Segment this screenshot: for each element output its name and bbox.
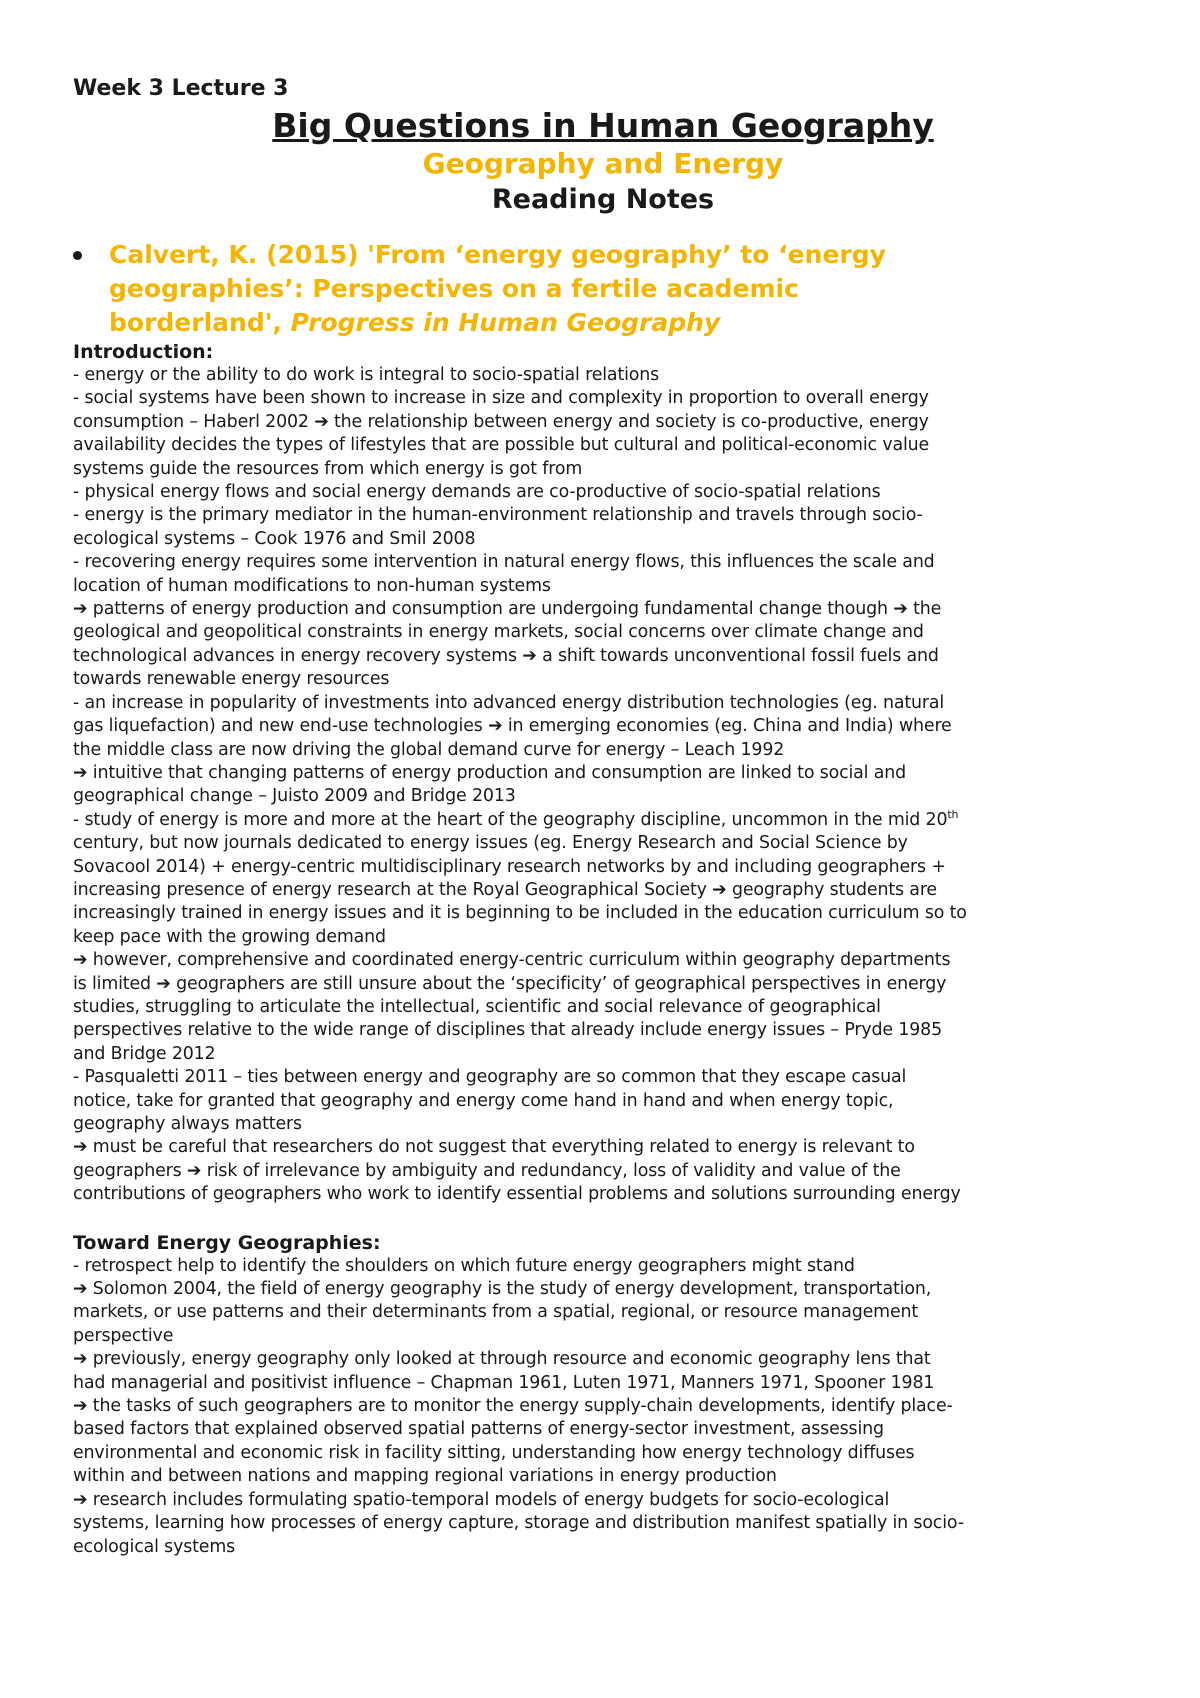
text-line: - physical energy flows and social energy demands are co-productive of socio-spatial relations [73, 482, 881, 503]
text-span: - study of energy is more and more at the heart of the geography discipline, uncommon in the mid 20 [73, 809, 948, 830]
text-line: consumption – Haberl 2002 ➔ the relationship between energy and society is co-productive, energy [73, 411, 929, 432]
text-line: contributions of geographers who work to identify essential problems and solutions surrounding energy [73, 1184, 961, 1205]
introduction-body [73, 364, 1133, 1207]
lecture-label: Week 3 Lecture 3 [73, 76, 289, 101]
document-title: Big Questions in Human Geography [272, 106, 934, 145]
text-line: ➔ the tasks of such geographers are to monitor the energy supply-chain developments, identify place- [73, 1396, 953, 1417]
text-line: - energy or the ability to do work is integral to socio-spatial relations [73, 365, 660, 385]
text-line: ecological systems – Cook 1976 and Smil 2008 [73, 528, 476, 549]
text-line: - retrospect help to identify the shoulders on which future energy geographers might stand [73, 1255, 855, 1276]
text-line: ➔ however, comprehensive and coordinated energy-centric curriculum within geography departments [73, 950, 951, 971]
text-line: - energy is the primary mediator in the human-environment relationship and travels through socio- [73, 505, 923, 526]
text-line: perspectives relative to the wide range of disciplines that already include energy issues – Pryde 1985 [73, 1020, 943, 1041]
text-line [73, 809, 1133, 832]
text-line: systems, learning how processes of energy capture, storage and distribution manifest spatially in socio- [73, 1513, 964, 1534]
citation-line [109, 306, 1133, 340]
text-line: perspective [73, 1325, 174, 1346]
text-line: geological and geopolitical constraints in energy markets, social concerns over climate change and [73, 622, 924, 643]
text-line: geographical change – Juisto 2009 and Bridge 2013 [73, 786, 516, 807]
text-line: environmental and economic risk in facility sitting, understanding how energy technology diffuses [73, 1442, 915, 1463]
citation-text: borderland', [109, 308, 291, 337]
section-heading-toward-energy-geographies: Toward Energy Geographies: [73, 1231, 381, 1254]
text-line: ➔ research includes formulating spatio-temporal models of energy budgets for socio-ecological [73, 1489, 890, 1510]
text-line: had managerial and positivist influence – Chapman 1961, Luten 1971, Manners 1971, Spooner 1981 [73, 1372, 935, 1393]
text-line: - an increase in popularity of investments into advanced energy distribution technologies (eg. natural [73, 692, 945, 713]
text-line: gas liquefaction) and new end-use technologies ➔ in emerging economies (eg. China and India) where [73, 716, 952, 737]
text-line: systems guide the resources from which energy is got from [73, 458, 583, 479]
toward-energy-geographies-body [73, 1255, 1133, 1559]
bullet-icon [73, 251, 82, 260]
citation-line: Calvert, K. (2015) 'From ‘energy geography’ to ‘energy [109, 240, 886, 269]
text-line: ➔ intuitive that changing patterns of energy production and consumption are linked to social and [73, 762, 907, 783]
text-line: ecological systems [73, 1536, 236, 1557]
superscript: th [947, 807, 959, 821]
text-line: increasingly trained in energy issues and it is beginning to be included in the education curriculum so to [73, 903, 967, 924]
text-line: - Pasqualetti 2011 – ties between energy and geography are so common that they escape casual [73, 1067, 907, 1088]
citation-line: geographies’: Perspectives on a fertile academic [109, 274, 799, 303]
text-line: ➔ Solomon 2004, the field of energy geography is the study of energy development, transportation, [73, 1279, 932, 1300]
text-line: availability decides the types of lifestyles that are possible but cultural and political-economic value [73, 435, 930, 456]
citation-item [73, 238, 1133, 340]
text-line: geographers ➔ risk of irrelevance by ambiguity and redundancy, loss of validity and value of the [73, 1160, 901, 1181]
text-line: the middle class are now driving the global demand curve for energy – Leach 1992 [73, 739, 785, 760]
text-line: based factors that explained observed spatial patterns of energy-sector investment, assessing [73, 1419, 884, 1440]
section-heading-introduction: Introduction: [73, 341, 214, 363]
text-line: is limited ➔ geographers are still unsure about the ‘specificity’ of geographical perspectives in energy [73, 973, 947, 994]
text-line: century, but now journals dedicated to energy issues (eg. Energy Research and Social Science by [73, 833, 908, 854]
text-line: keep pace with the growing demand [73, 926, 386, 947]
document-subtitle: Geography and Energy [422, 147, 784, 180]
text-line: technological advances in energy recovery systems ➔ a shift towards unconventional fossil fuels and [73, 645, 939, 666]
text-line: - social systems have been shown to increase in size and complexity in proportion to overall energy [73, 388, 929, 409]
journal-name: Progress in Human Geography [290, 308, 721, 337]
text-line: geography always matters [73, 1114, 302, 1134]
text-line: and Bridge 2012 [73, 1043, 216, 1064]
text-line: ➔ previously, energy geography only looked at through resource and economic geography lens that [73, 1349, 931, 1370]
text-line: location of human modifications to non-human systems [73, 575, 551, 596]
text-line: studies, struggling to articulate the intellectual, scientific and social relevance of geographical [73, 996, 881, 1017]
text-line: ➔ patterns of energy production and consumption are undergoing fundamental change though ➔ the [73, 599, 942, 620]
reading-notes-heading: Reading Notes [491, 184, 715, 215]
text-line: notice, take for granted that geography and energy come hand in hand and when energy topic, [73, 1090, 894, 1111]
text-line: increasing presence of energy research at the Royal Geographical Society ➔ geography students are [73, 879, 937, 900]
text-line: within and between nations and mapping regional variations in energy production [73, 1466, 777, 1487]
text-line: markets, or use patterns and their determinants from a spatial, regional, or resource management [73, 1302, 919, 1323]
text-line: towards renewable energy resources [73, 669, 390, 690]
text-line: - recovering energy requires some intervention in natural energy flows, this influences the scale and [73, 552, 935, 573]
text-line: ➔ must be careful that researchers do not suggest that everything related to energy is relevant to [73, 1137, 915, 1158]
document-page [73, 74, 1133, 1559]
text-line: Sovacool 2014) + energy-centric multidisciplinary research networks by and including geographers + [73, 856, 946, 877]
